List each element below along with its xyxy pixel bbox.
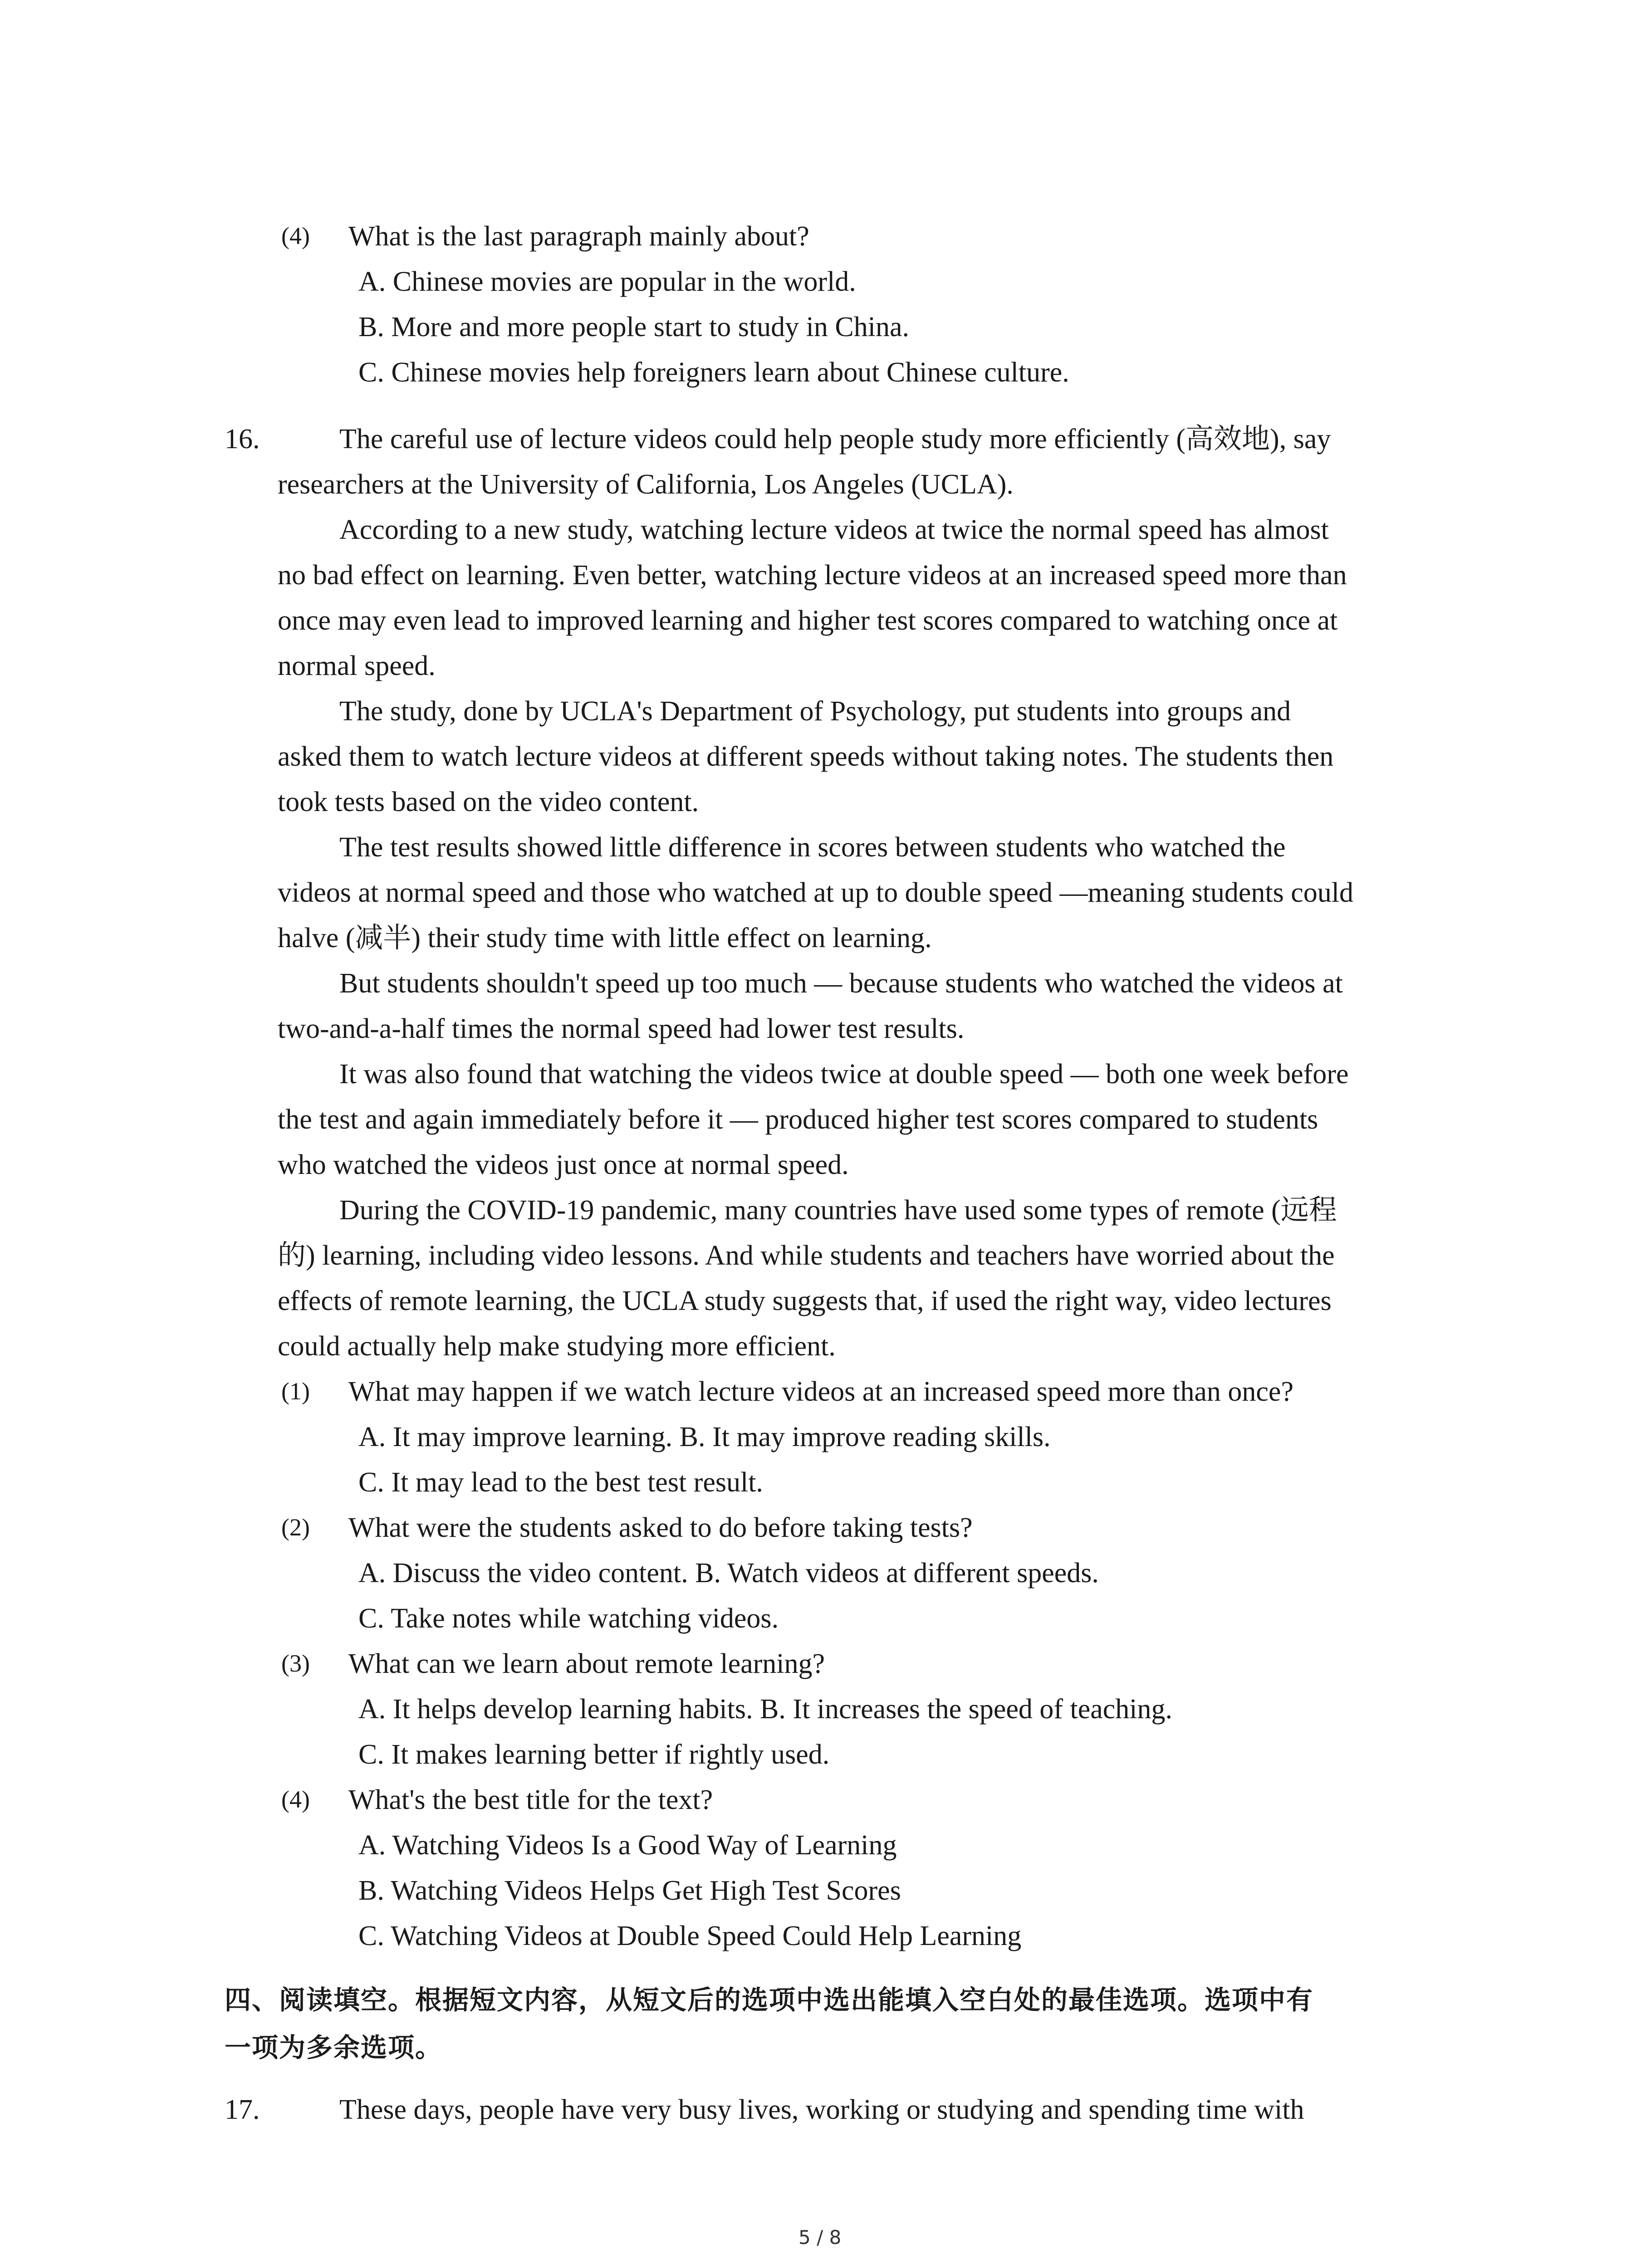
question-number: (3) bbox=[281, 1650, 310, 1677]
passage-line: 的) learning, including video lessons. And while students and teachers have worried about the bbox=[278, 1240, 1335, 1271]
question-number: (1) bbox=[281, 1378, 310, 1405]
passage-line: no bad effect on learning. Even better, watching lecture videos at an increased speed more than bbox=[278, 560, 1347, 591]
passage-line: But students shouldn't speed up too much — because students who watched the videos at bbox=[339, 968, 1343, 999]
section-heading: 四、阅读填空。根据短文内容，从短文后的选项中选出能填入空白处的最佳选项。选项中有 bbox=[225, 1984, 1314, 2015]
option-line: C. It may lead to the best test result. bbox=[358, 1467, 763, 1498]
option-line: A. Watching Videos Is a Good Way of Learning bbox=[358, 1830, 897, 1861]
passage-line: videos at normal speed and those who watched at up to double speed —meaning students could bbox=[278, 877, 1353, 908]
passage-line: took tests based on the video content. bbox=[278, 787, 699, 817]
question-17-number: 17. bbox=[225, 2094, 260, 2125]
passage-line: effects of remote learning, the UCLA study suggests that, if used the right way, video lectures bbox=[278, 1286, 1332, 1316]
question-stem: What's the best title for the text? bbox=[348, 1784, 713, 1815]
passage-line: During the COVID-19 pandemic, many countries have used some types of remote (远程 bbox=[339, 1195, 1337, 1226]
option-c: C. Chinese movies help foreigners learn about Chinese culture. bbox=[358, 357, 1069, 388]
page-number: 5 / 8 bbox=[798, 2226, 842, 2248]
section-heading: 一项为多余选项。 bbox=[225, 2032, 443, 2063]
passage-line: the test and again immediately before it — produced higher test scores compared to students bbox=[278, 1104, 1318, 1135]
passage-line: The test results showed little difference in scores between students who watched the bbox=[339, 832, 1286, 863]
question-stem: What is the last paragraph mainly about? bbox=[348, 221, 809, 252]
passage-line: According to a new study, watching lecture videos at twice the normal speed has almost bbox=[339, 514, 1329, 545]
passage-line: asked them to watch lecture videos at different speeds without taking notes. The students then bbox=[278, 741, 1334, 772]
passage-line: It was also found that watching the videos twice at double speed — both one week before bbox=[339, 1059, 1349, 1090]
passage-line: normal speed. bbox=[278, 650, 436, 681]
question-stem: What can we learn about remote learning? bbox=[348, 1648, 825, 1679]
passage-line: who watched the videos just once at normal speed. bbox=[278, 1149, 849, 1180]
option-line: A. It helps develop learning habits. B. It increases the speed of teaching. bbox=[358, 1694, 1173, 1725]
passage-line: once may even lead to improved learning and higher test scores compared to watching once at bbox=[278, 605, 1338, 636]
option-line: C. Take notes while watching videos. bbox=[358, 1603, 779, 1634]
question-number: (2) bbox=[281, 1514, 310, 1541]
option-line: C. Watching Videos at Double Speed Could Help Learning bbox=[358, 1921, 1022, 1951]
option-b: B. More and more people start to study in China. bbox=[358, 312, 909, 342]
option-line: C. It makes learning better if rightly used. bbox=[358, 1739, 830, 1770]
passage-line: two-and-a-half times the normal speed had lower test results. bbox=[278, 1013, 965, 1044]
passage-line: The careful use of lecture videos could help people study more efficiently (高效地), say bbox=[339, 424, 1331, 455]
passage-line: could actually help make studying more efficient. bbox=[278, 1331, 836, 1362]
question-stem: What were the students asked to do before taking tests? bbox=[348, 1512, 973, 1543]
passage-line: The study, done by UCLA's Department of Psychology, put students into groups and bbox=[339, 696, 1291, 727]
passage-line: researchers at the University of California, Los Angeles (UCLA). bbox=[278, 469, 1014, 500]
question-number: (4) bbox=[281, 222, 310, 249]
question-number: (4) bbox=[281, 1786, 310, 1813]
option-line: A. It may improve learning. B. It may improve reading skills. bbox=[358, 1422, 1051, 1452]
passage-line: These days, people have very busy lives, working or studying and spending time with bbox=[339, 2094, 1304, 2125]
passage-line: halve (减半) their study time with little effect on learning. bbox=[278, 923, 932, 953]
question-16-number: 16. bbox=[225, 424, 260, 455]
question-stem: What may happen if we watch lecture videos at an increased speed more than once? bbox=[348, 1376, 1293, 1407]
option-line: B. Watching Videos Helps Get High Test Scores bbox=[358, 1875, 901, 1906]
option-line: A. Discuss the video content. B. Watch videos at different speeds. bbox=[358, 1558, 1099, 1589]
option-a: A. Chinese movies are popular in the world. bbox=[358, 266, 856, 297]
